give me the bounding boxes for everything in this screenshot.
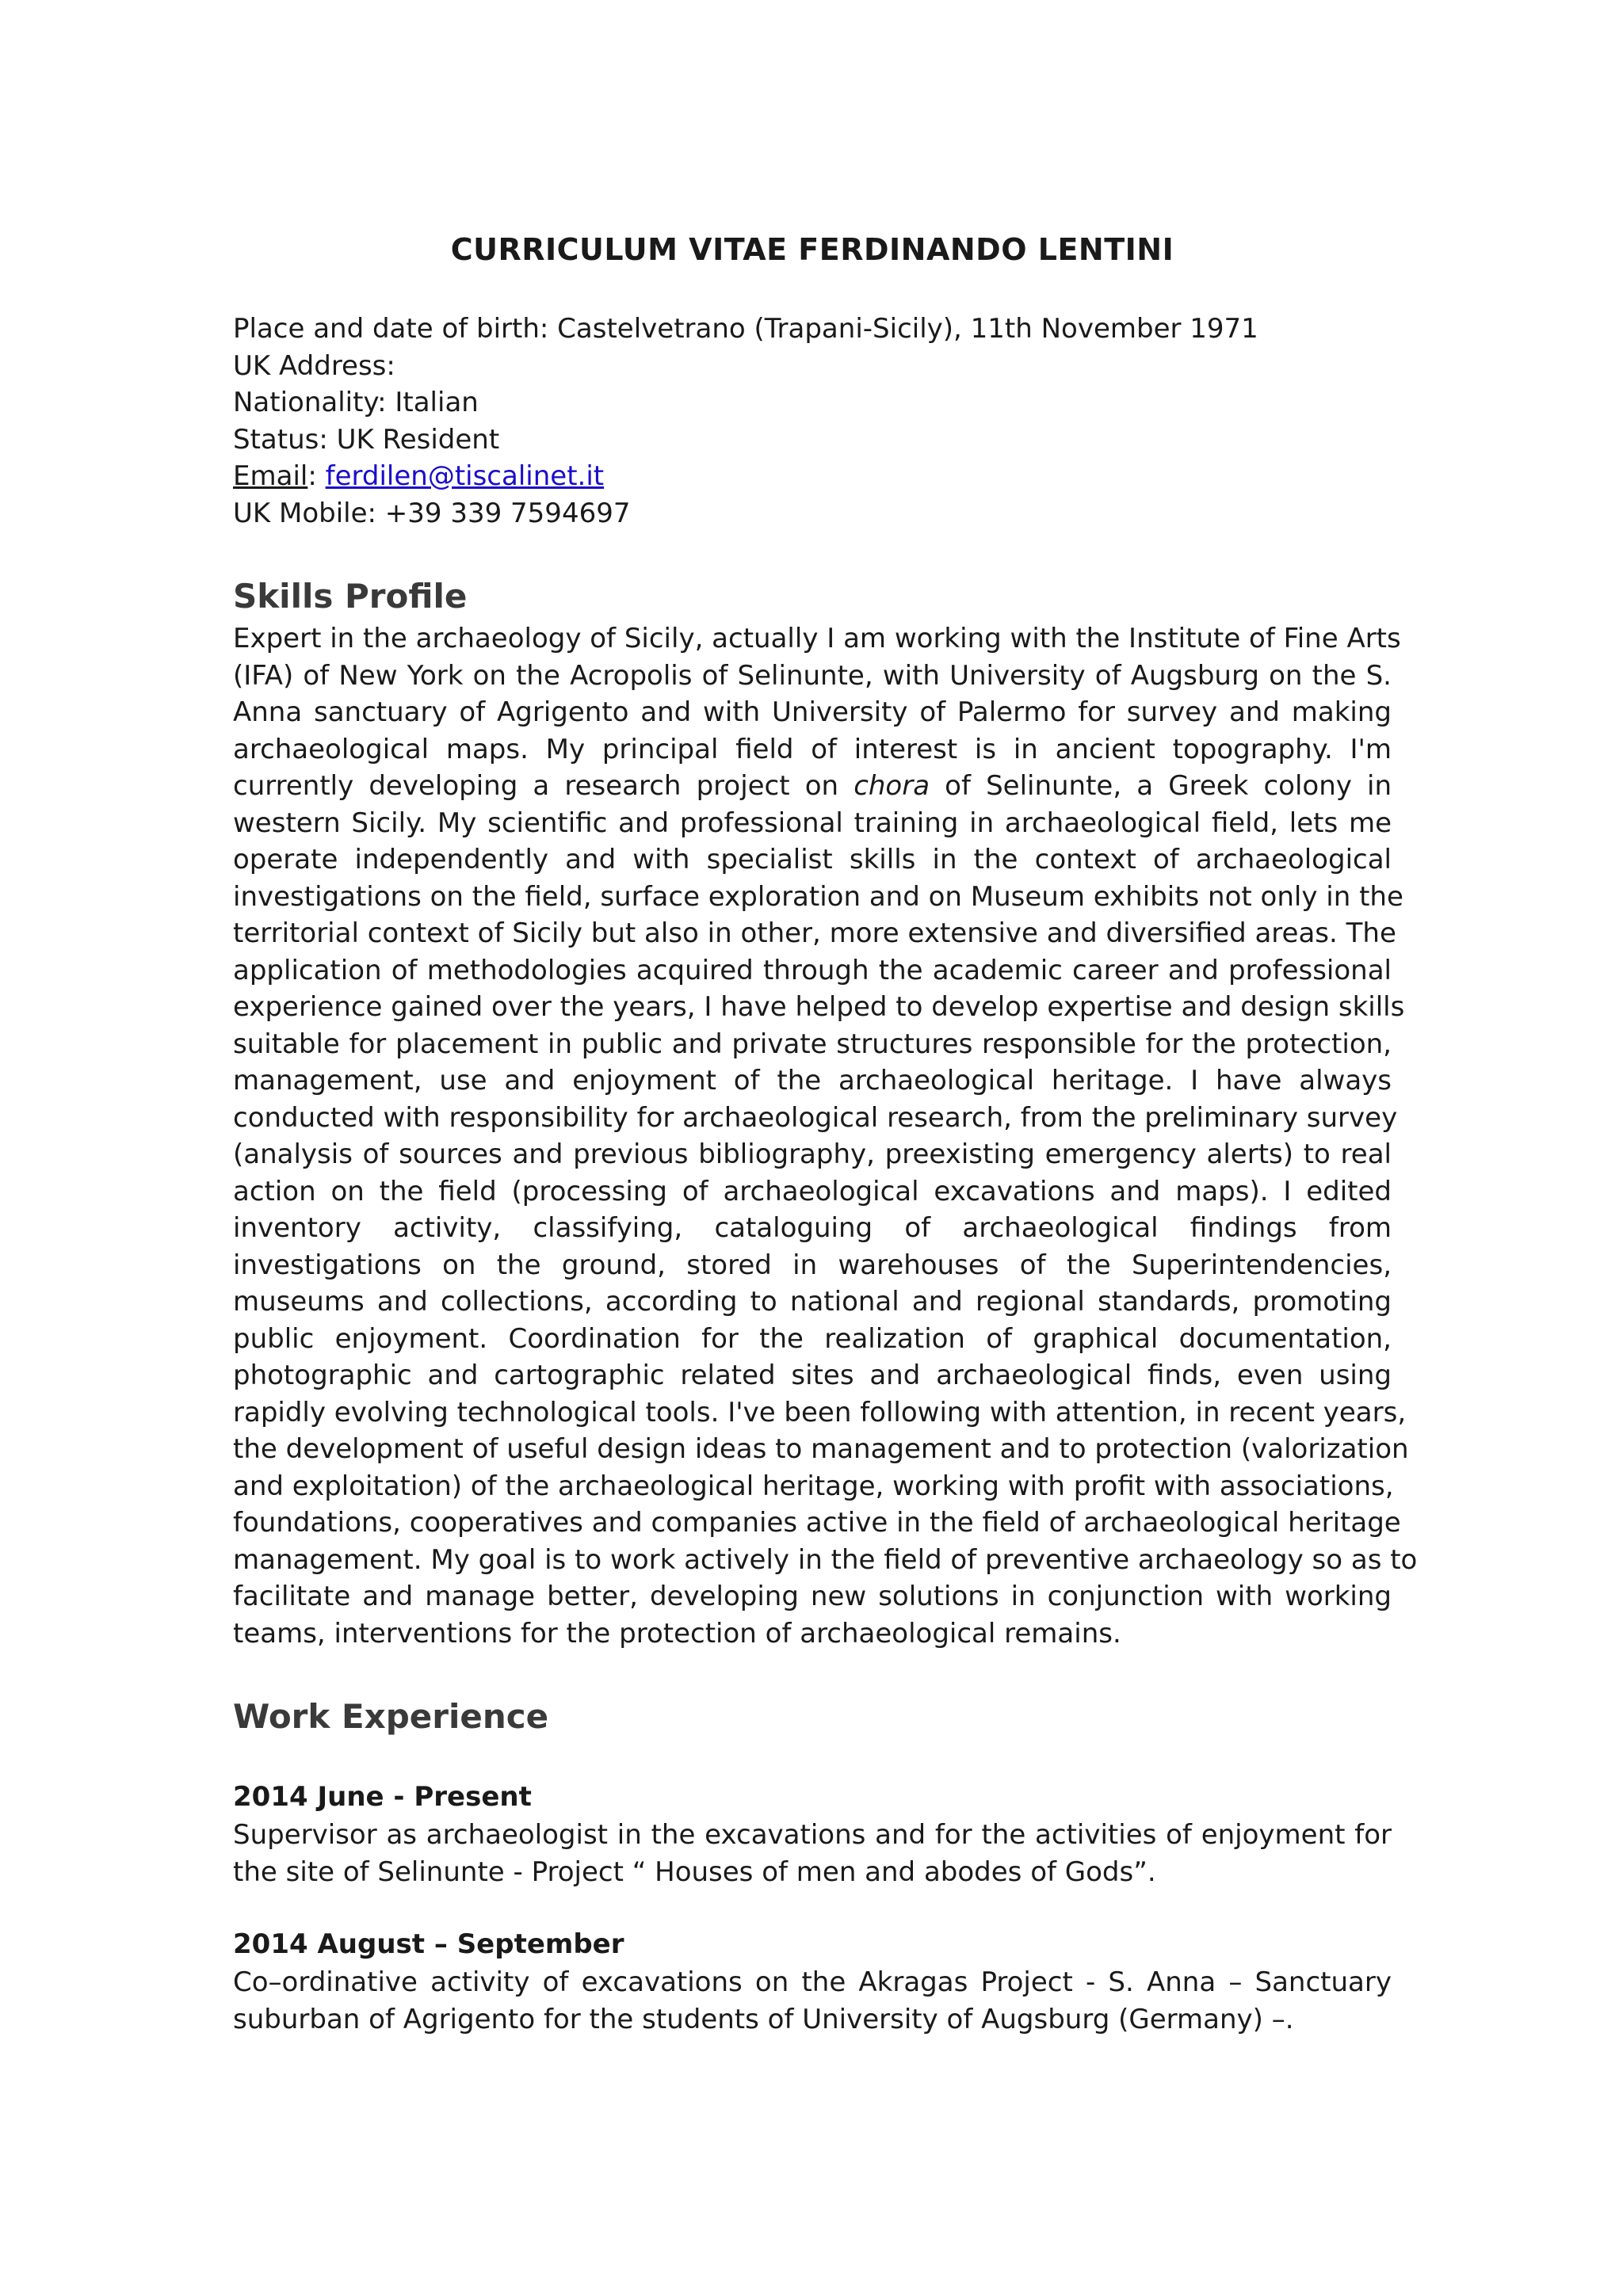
email-row xyxy=(233,458,1392,495)
nationality: Nationality: Italian xyxy=(233,387,479,418)
skills-line: rapidly evolving technological tools. I've been following with attention, in recent years, xyxy=(233,1396,1407,1428)
skills-line: conducted with responsibility for archaeological research, from the preliminary survey xyxy=(233,1101,1398,1134)
entry-line: suburban of Agrigento for the students of University of Augsburg (Germany) –. xyxy=(233,2003,1294,2035)
skills-line: inventory activity, classifying, cataloguing of archaeological findings from xyxy=(233,1212,1392,1244)
skills-line: foundations, cooperatives and companies active in the field of archaeological heritage xyxy=(233,1507,1401,1539)
entry-date: 2014 June - Present xyxy=(233,1781,532,1813)
skills-line: action on the field (processing of archaeological excavations and maps). I edited xyxy=(233,1175,1392,1207)
email-label: Email xyxy=(233,460,308,492)
chora-italic: chora xyxy=(854,770,930,802)
entry-description xyxy=(233,1964,1392,2038)
skills-line: (IFA) of New York on the Acropolis of Selinunte, with University of Augsburg on the S. xyxy=(233,659,1392,692)
personal-info xyxy=(233,311,1392,532)
skills-line: suitable for placement in public and private structures responsible for the protection, xyxy=(233,1028,1392,1060)
uk-mobile: UK Mobile: +39 339 7594697 xyxy=(233,497,631,529)
skills-line: Anna sanctuary of Agrigento and with University of Palermo for survey and making xyxy=(233,696,1392,728)
skills-line: and exploitation) of the archaeological heritage, working with profit with associations, xyxy=(233,1470,1394,1502)
entry-line: the site of Selinunte - Project “ Houses of men and abodes of Gods”. xyxy=(233,1855,1156,1888)
residency-status: Status: UK Resident xyxy=(233,423,500,456)
skills-line: western Sicily. My scientific and professional training in archaeological field, lets me xyxy=(233,807,1392,839)
skills-line: investigations on the ground, stored in warehouses of the Superintendencies, xyxy=(233,1249,1392,1281)
skills-heading: Skills Profile xyxy=(233,577,468,616)
entry-line: Co–ordinative activity of excavations on the Akragas Project - S. Anna – Sanctuary xyxy=(233,1966,1392,1998)
skills-line: the development of useful design ideas to management and to protection (valorization xyxy=(233,1433,1409,1465)
work-heading: Work Experience xyxy=(233,1697,549,1736)
skills-line: experience gained over the years, I have helped to develop expertise and design skills xyxy=(233,991,1405,1023)
skills-line: management, use and enjoyment of the archaeological heritage. I have always xyxy=(233,1065,1392,1097)
skills-line: museums and collections, according to national and regional standards, promoting xyxy=(233,1286,1392,1318)
skills-line: photographic and cartographic related sites and archaeological finds, even using xyxy=(233,1360,1392,1391)
entry-line: Supervisor as archaeologist in the excavations and for the activities of enjoyment for xyxy=(233,1819,1392,1851)
skills-line: application of methodologies acquired through the academic career and professional xyxy=(233,954,1392,986)
skills-line: Expert in the archaeology of Sicily, actually I am working with the Institute of Fine Arts xyxy=(233,623,1401,654)
entry-description xyxy=(233,1817,1392,1890)
skills-line: investigations on the field, surface exploration and on Museum exhibits not only in the xyxy=(233,880,1403,913)
skills-line: teams, interventions for the protection of archaeological remains. xyxy=(233,1617,1121,1650)
email-link[interactable]: ferdilen@tiscalinet.it xyxy=(325,460,605,492)
birth-info: Place and date of birth: Castelvetrano (Trapani-Sicily), 11th November 1971 xyxy=(233,313,1258,345)
skills-line: facilitate and manage better, developing new solutions in conjunction with working xyxy=(233,1581,1392,1612)
skills-line: management. My goal is to work actively in the field of preventive archaeology so as to xyxy=(233,1543,1418,1576)
skills-line-chora: currently developing a research project on chora of Selinunte, a Greek colony in xyxy=(233,770,1392,802)
skills-line: public enjoyment. Coordination for the realization of graphical documentation, xyxy=(233,1322,1392,1355)
skills-line: territorial context of Sicily but also in other, more extensive and diversified areas. The xyxy=(233,917,1396,949)
uk-address: UK Address: xyxy=(233,349,395,382)
page-title: CURRICULUM VITAE FERDINANDO LENTINI xyxy=(450,232,1174,267)
skills-paragraph xyxy=(233,620,1418,1652)
skills-line: archaeological maps. My principal field of interest is in ancient topography. I'm xyxy=(233,733,1392,765)
email-separator: : xyxy=(307,460,326,492)
entry-date: 2014 August – September xyxy=(233,1928,624,1960)
skills-line: (analysis of sources and previous bibliography, preexisting emergency alerts) to real xyxy=(233,1138,1392,1170)
skills-line: operate independently and with specialist skills in the context of archaeological xyxy=(233,844,1392,875)
